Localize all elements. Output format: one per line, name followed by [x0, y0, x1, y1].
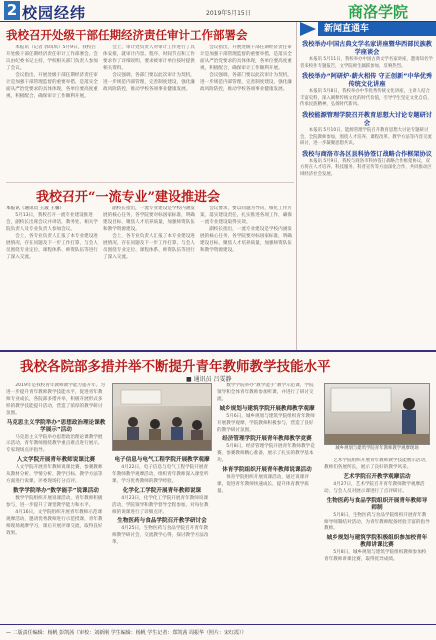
- paragraph: 马克思主义学院举办思想政治理论课教学展示活动，青年教师围绕教学重点难点进行展示，专家现场点评指导。: [6, 434, 103, 454]
- paragraph: 体育学院组织开展说课活动，通过说课评课，促进青年教师快速成长，提升体育教学质量。: [217, 475, 309, 494]
- paragraph: 5月8日，生物医药与食品学院组织开展青年教师导师制结对活动，为青年教师配备经验丰富的指导教师。: [324, 512, 430, 532]
- section-divider: [0, 350, 436, 352]
- subheading: 马克思主义学院举办“思想政治理论课教学展示”活动: [6, 419, 106, 433]
- paragraph: 会上，审计处负责人对审计工作进行了具体安排，就审计内容、程序、时间节点和工作要求作了详细说明，要求被审计单位按时提供相关资料。: [103, 45, 195, 71]
- paragraph: 4月25日，生物医药与食品学院召开青年教师教学研讨会，交流教学心得，探讨教学方法改革。: [112, 526, 209, 546]
- top-article-col2: [103, 45, 197, 180]
- divider: [6, 182, 294, 183]
- bottom-col4: [324, 458, 430, 623]
- news-item-headline: 我校与商洛市各区县科协签订战略合作框架协议: [302, 150, 432, 158]
- issue-date: 2019年5月15日: [206, 10, 251, 17]
- sidebar-divider: [296, 22, 297, 350]
- subheading: 电子信息与电气工程学院开展教学观摩: [114, 457, 210, 463]
- photo-caption: 城乡规划与建筑学院青年教师教学观摩现场: [335, 446, 419, 451]
- news-item-text: 本报讯 5月8日，我校举办中华优秀传统文化讲座，主讲人结合丰富史料，深入阐释传统文化的时代价值，引导学生坚定文化自信，传承民族精神，弘扬时代新风。: [300, 89, 432, 108]
- sidebar-news-list: [300, 38, 434, 348]
- news-item-headline: 我校能源管理学院召开教育思想大讨论专题研讨会: [302, 111, 432, 127]
- subheading: 生物医药与食品学院召开教学研讨会: [117, 518, 207, 525]
- bottom-byline: ■ 通讯员 吕雯静: [186, 376, 232, 383]
- teaching-image-icon: [325, 384, 430, 445]
- news-item-headline: 我校举办“阿研炉·薪火相传 守正创新”中华优秀传统文化讲座: [301, 73, 433, 89]
- paragraph: 会上，各专业负责人汇报了本专业建设进展情况、存在问题及下一步工作打算，与会人员围绕专业定位、课程体系、师资队伍等进行了深入交流。: [103, 233, 195, 260]
- page-number: 2: [4, 1, 20, 20]
- classroom-image-icon: [113, 384, 212, 451]
- news-item: [300, 112, 434, 148]
- paragraph: 4月22日，电子信息与电气工程学院开展青年教师教学观摩活动，组织青年教师深入课堂听课，学习优秀教师的教学经验。: [112, 465, 209, 484]
- subheading: 经济管理学院开展青年教师教学竞赛: [222, 436, 312, 443]
- subheading: 体育学院组织开展青年教师说课活动: [222, 467, 312, 474]
- news-item-headline: 我校举办中国古典文学名家讲座暨华西部民族教学座谈会: [302, 41, 432, 56]
- paragraph: 数学学院组织开展说课活动，青年教师积极参与，进一步提升了课堂教学能力和水平。: [6, 495, 103, 508]
- paragraph: 会议要求，要以问题为导向，细化工作方案，落实建设责任，扎实推进各项工作，确保一流专业建设取得实效。: [200, 206, 292, 225]
- paragraph: 会议指出，开展处级干部任期经济责任审计是加强干部管理监督的重要举措，是落实全面从严治党要求的具体体现，各单位要高度重视，积极配合，确保审计工作顺利开展。: [200, 45, 292, 71]
- paragraph: 2019年是我校青年教师教学能力提升年。为进一步提升青年教师教学技能水平，促进青年教师专业成长，各院部多措并举，积极开展形式多样的教学技能提升活动，营造了浓厚的教学研讨氛围。: [6, 383, 105, 416]
- paragraph: 会议强调，各部门要以此次审计为契机，进一步规范内部管理，完善制度建设，强化廉政风险防控，推动学校各项事业健康发展。: [200, 72, 292, 92]
- bottom-col2: [112, 455, 212, 623]
- paragraph: 5月13日，我校召开一流专业建设推进会，副校长出席会议并讲话，教务处、相关学院负责人及专业负责人参加会议。: [6, 213, 98, 233]
- subheading: 化学化工学院开展青年教师说课: [122, 487, 202, 494]
- paragraph: 4月16日，文学院组织开展青年教师示范课观摩活动，邀请优秀教师进行示范授课，青年教师现场观摩学习，课后开展评课交流，取得良好效果。: [6, 510, 103, 536]
- bottom-photo-2: [324, 383, 430, 445]
- subheading: 数学学院举办“数学能手”说课活动: [13, 487, 99, 494]
- paragraph: 5月8日，经济管理学院开展青年教师教学竞赛，参赛教师精心准备，展示了扎实的教学基本功。: [217, 444, 315, 464]
- page-footer: — 二版责任编辑：杨帆 彭凯茜（审校：刘新刚 学生编辑：杨帆 学生记者：郑凯茜 周振华（照片：宋红霞））: [0, 624, 436, 640]
- middle-article-col3: [200, 206, 294, 346]
- paragraph: 副校长指出，一流专业建设是学校内涵发展的核心任务，各学院要对标国家标准，明确建设目标，聚焦人才培养质量，加强师资队伍和教学资源建设。: [103, 206, 195, 232]
- middle-article-col2: [103, 206, 197, 346]
- subheading: 人文学院开展青年教师说课比赛: [16, 457, 96, 464]
- paragraph: 5月8日，城乡规划与建筑学院组织教师参加校青年教师讲课比赛，取得优异成绩。: [324, 550, 427, 563]
- page-header: [0, 0, 436, 22]
- sidebar-title: 新闻直通车: [318, 22, 436, 36]
- top-article-col3: [200, 45, 294, 180]
- paragraph: 副校长指出，一流专业建设是学校内涵发展的核心任务，各学院要对标国家标准，明确建设目标，聚焦人才培养质量，加强师资队伍和教学资源建设。: [200, 227, 292, 253]
- news-item-text: 本报讯 5月10日，能源管理学院召开教育思想大讨论专题研讨会，全院教师参加，围绕人才培养、课程改革、教学方法等内容交流研讨，进一步凝聚思想共识。: [300, 127, 432, 147]
- bottom-headline: 我校各院部多措并举不断提升青年教师教学技能水平: [20, 359, 331, 375]
- news-item-text: 本报讯 5月9日，我校与商洛市科协签订战略合作框架协议，双方将在人才培养、科技服务、科普宣传等方面深化合作，共同推动区域经济社会发展。: [300, 158, 432, 177]
- paragraph: 本报讯（记者 郭琪琪）5月9日，我校召开处级干部任期经济责任审计工作部署会。会议由纪委书记主持，学校相关部门负责人参加了会议。: [6, 45, 98, 71]
- paragraph: 会议指出，开展处级干部任期经济责任审计是加强干部管理监督的重要举措，是落实全面从严治党要求的具体体现，各单位要高度重视，积极配合，确保审计工作顺利开展。: [6, 72, 98, 99]
- middle-article-col1: [6, 206, 100, 346]
- paragraph: 艺术学院组织开展青年教师教学技能展示活动，教师们各展所长，展示了良好的教学风采。: [324, 458, 430, 470]
- sidebar-arrow-icon: [300, 22, 316, 36]
- top-article-col1: [6, 45, 100, 180]
- bottom-col1: [6, 383, 106, 623]
- bottom-photo: [112, 383, 212, 451]
- paper-name: 商洛学院: [348, 3, 409, 21]
- paragraph: 4月23日，化学化工学院开展青年教师说课活动，学院领导和教学督导全程参加，对每位教师的说课进行了详细点评。: [112, 495, 209, 515]
- paragraph: 5月6日，城乡规划与建筑学院组织青年教师开展教学观摩，学院教师积极参与，营造了良好的教学研讨氛围。: [217, 413, 315, 433]
- section-name: 校园经纬: [22, 4, 87, 22]
- news-item: [300, 73, 434, 109]
- subheading: 生物医药与食品学院组织开展青年教师导师制: [326, 497, 428, 511]
- news-item: [300, 151, 434, 179]
- top-headline: 我校召开处级干部任期经济责任审计工作部署会: [6, 28, 248, 42]
- news-item: [300, 41, 434, 70]
- subheading: 城乡规划与建筑学院积极组织参加校青年教师讲课比赛: [326, 535, 428, 549]
- subheading: 艺术学院召开教学观摩活动: [343, 473, 411, 480]
- bottom-col3: [217, 383, 317, 623]
- paragraph: 会议强调，各部门要以此次审计为契机，进一步规范内部管理，完善制度建设，强化廉政风险防控，推动学校各项事业健康发展。: [103, 72, 195, 92]
- middle-headline: 我校召开“一流专业”建设推进会: [36, 190, 220, 205]
- byline: 本报讯（通讯员 王波 王馨）: [6, 206, 65, 211]
- paragraph: 会上，各专业负责人汇报了本专业建设进展情况、存在问题及下一步工作打算，与会人员围绕专业定位、课程体系、师资队伍等进行了深入交流。: [6, 234, 98, 260]
- subheading: 城乡规划与建筑学院开展教师教学观摩: [219, 405, 315, 412]
- paragraph: 数学学院举办“教学能手”教学示范课，学院领导和全体青年教师参加听课，并进行了研讨交流。: [217, 383, 314, 402]
- paragraph: 人文学院开展青年教师说课比赛，参赛教师从教材分析、学情分析、教学目标、教学方法等方面进行说课，评委现场打分点评。: [6, 465, 103, 485]
- news-item-text: 本报讯 5月11日，我校举办中国古典文学名家讲座，邀请知名学者来校作专题报告，文学院师生踊跃参加，反响热烈。: [300, 57, 433, 69]
- paragraph: 4月27日，艺术学院召开青年教师教学观摩活动，与会人员对展示课进行了点评研讨。: [324, 481, 425, 494]
